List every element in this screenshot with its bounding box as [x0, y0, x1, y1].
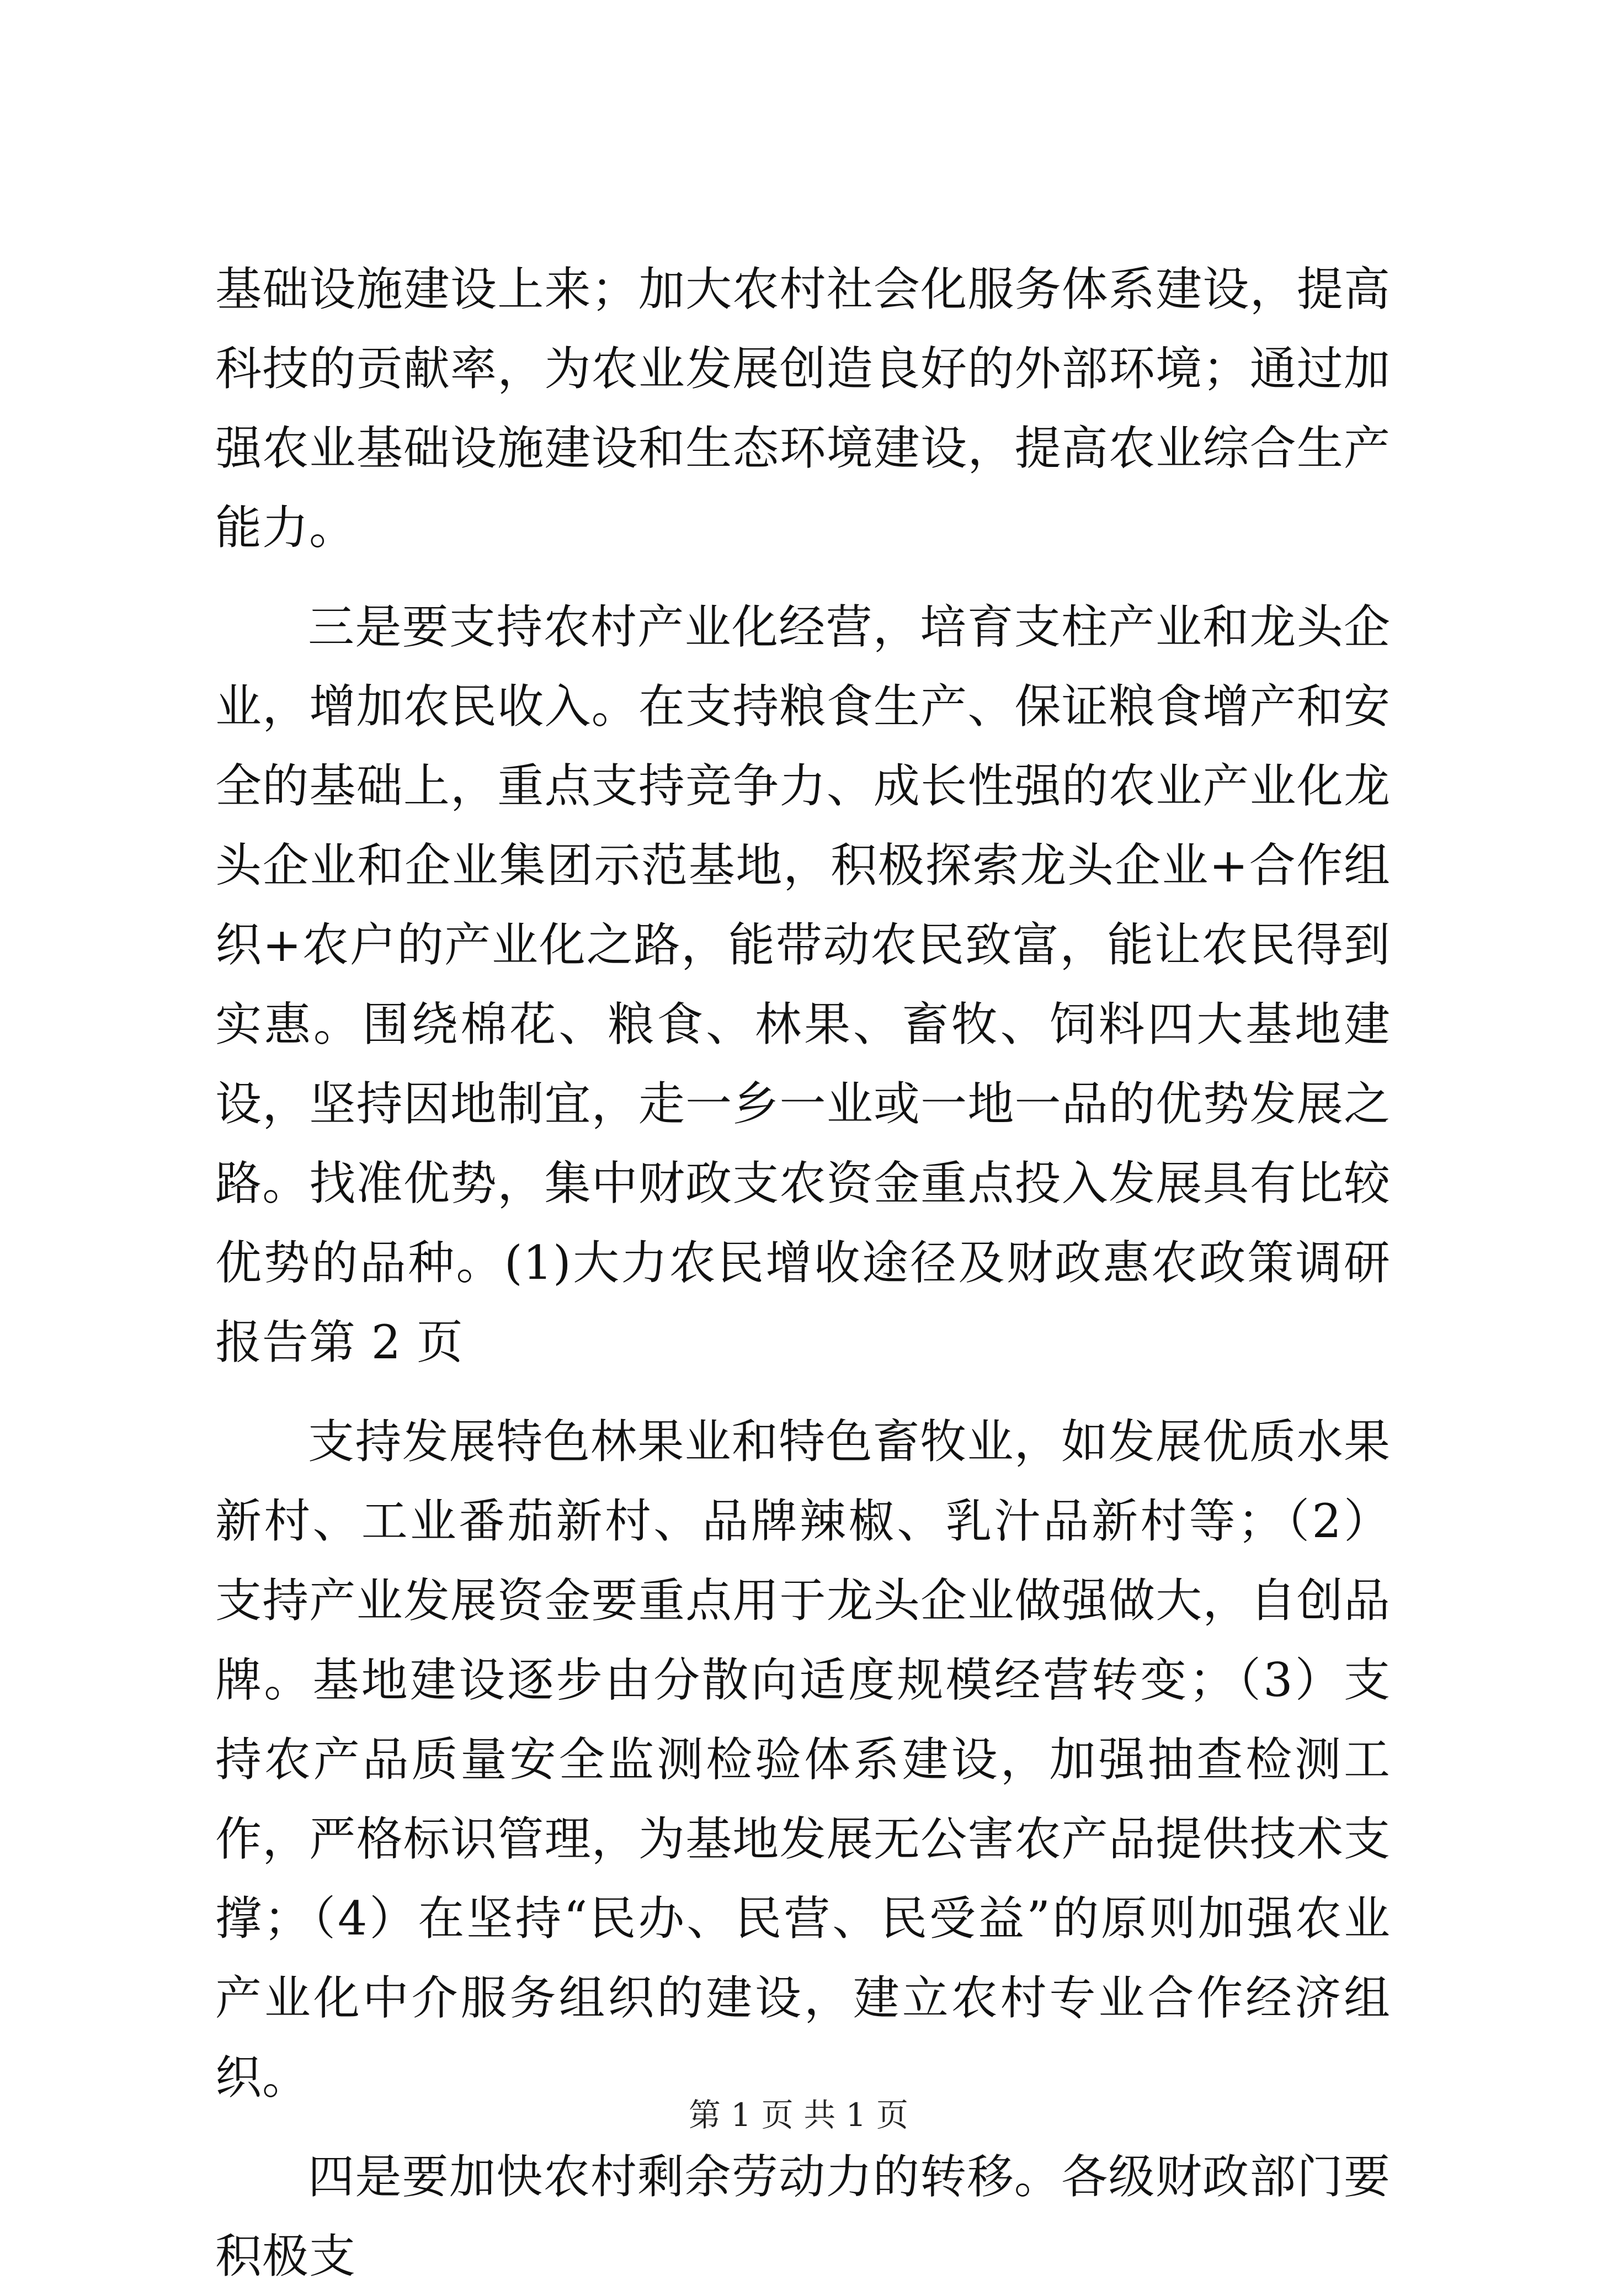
document-body: [215, 249, 1391, 2296]
paragraph-4: 四是要加快农村剩余劳动力的转移。各级财政部门要积极支: [215, 2150, 1391, 2283]
paragraph-2: 三是要支持农村产业化经营，培育支柱产业和龙头企业，增加农民收入。在支持粮食生产、保证粮食增产和安全的基础上，重点支持竞争力、成长性强的农业产业化龙头企业和企业集团示范基地，积极探索龙头企业+合作组织+农户的产业化之路，能带动农民致富，能让农民得到实惠。围绕棉花、粮食、林果、畜牧、饲料四大基地建设，坚持因地制宜，走一乡一业或一地一品的优势发展之路。找准优势，集中财政支农资金重点投入发展具有比较优势的品种。(1)大力农民增收途径及财政惠农政策调研报告第 2 页: [215, 600, 1391, 1369]
paragraph-3: 支持发展特色林果业和特色畜牧业，如发展优质水果新村、工业番茄新村、品牌辣椒、乳汁品新村等；（2）支持产业发展资金要重点用于龙头企业做强做大，自创品牌。基地建设逐步由分散向适度规模经营转变；（3）支持农产品质量安全监测检验体系建设，加强抽查检测工作，严格标识管理，为基地发展无公害农产品提供技术支撑；（4）在坚持“民办、民营、民受益”的原则加强农业产业化中介服务组织的建设，建立农村专业合作经济组织。: [215, 1415, 1391, 2104]
page-footer: 第 1 页 共 1 页: [689, 2096, 908, 2134]
paragraph-1: 基础设施建设上来；加大农村社会化服务体系建设，提高科技的贡献率，为农业发展创造良好的外部环境；通过加强农业基础设施建设和生态环境建设，提高农业综合生产能力。: [215, 262, 1391, 555]
